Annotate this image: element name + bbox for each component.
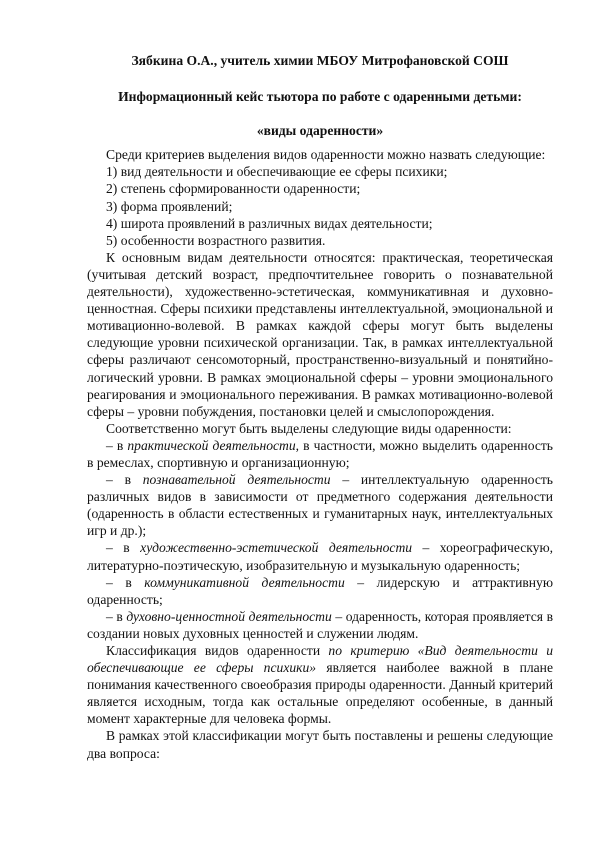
type-item-prefix: – в xyxy=(106,540,141,556)
types-lead: Соответственно могут быть выделены следующие виды одаренности: xyxy=(106,420,512,436)
document-page xyxy=(87,52,553,762)
type-item-emphasis: познавательной деятельности xyxy=(142,472,331,488)
type-item-aesthetic xyxy=(87,539,553,573)
author-line: Зябкина О.А., учитель химии МБОУ Митрофановской СОШ xyxy=(131,53,509,68)
type-item-practical xyxy=(87,437,553,471)
type-item-emphasis: духовно-ценностной деятельности xyxy=(126,608,332,624)
topic-title: «виды одаренности» xyxy=(256,123,384,139)
type-item-prefix: – в xyxy=(106,472,143,488)
criteria-item: 4) широта проявлений в различных видах деятельности; xyxy=(106,215,433,231)
activity-paragraph: К основным видам деятельности относятся: практическая, теоретическая (учитывая детский возраст, предпочтительнее говорить о познавательной деятельности), художественно-эстетическая, коммуникативная и духовно-ценностная. Сферы психики представлены интеллектуальной, эмоциональной и мотивационно-волевой. В рамках каждой сферы могут быть выделены следующие уровни психической организации. Так, в рамках интеллектуальной сферы различают сенсомоторный, пространственно-визуальный и понятийно-логический уровни. В рамках эмоциональной сферы – уровни эмоционального реагирования и эмоционального переживания. В рамках мотивационно-волевой сферы – уровни побуждения, постановки целей и смыслопорождения. xyxy=(87,249,553,419)
case-title: Информационный кейс тьютора по работе с одаренными детьми: xyxy=(118,89,522,105)
criteria-item: 1) вид деятельности и обеспечивающие ее сферы психики; xyxy=(106,164,448,180)
classification-text: Классификация видов одаренности xyxy=(106,643,329,658)
type-item-prefix: – в xyxy=(106,574,145,590)
type-item-prefix: – в xyxy=(106,437,128,453)
type-item-communicative xyxy=(87,574,553,608)
classification-paragraph xyxy=(87,642,553,727)
type-item-emphasis: практической деятельности xyxy=(127,437,296,453)
criteria-item: 3) форма проявлений; xyxy=(106,198,233,214)
type-item-emphasis: художественно-эстетической деятельности xyxy=(140,540,413,556)
type-item-cognitive xyxy=(87,471,553,539)
type-item-prefix: – в xyxy=(106,608,127,624)
criteria-lead: Среди критериев выделения видов одаренности можно назвать следующие: xyxy=(106,147,546,163)
type-item-text: – интеллектуальную одаренность различных видов в зависимости от предметного содержания деятельности (одаренность в области естественных и гуманитарных наук, интеллектуальных игр и др.); xyxy=(87,472,553,539)
type-item-text: , в частности, можно выделить одаренность в ремеслах, спортивную и организационную; xyxy=(87,437,554,470)
criteria-item: 5) особенности возрастного развития. xyxy=(106,232,326,248)
classification-criterion: по критерию «Вид деятельности и обеспечивающие ее сферы психики» xyxy=(87,643,554,676)
classification-text: является наиболее важной в плане понимания качественного своеобразия природы одаренности. Данный критерий является исходным, тогда как остальные определяют особенные, в данный момент характерные для человека формы. xyxy=(87,660,553,727)
type-item-spiritual xyxy=(87,608,553,642)
criteria-item: 2) степень сформированности одаренности; xyxy=(106,181,361,197)
type-item-text: – лидерскую и аттрактивную одаренность; xyxy=(87,574,553,607)
type-item-emphasis: коммуникативной деятельности xyxy=(144,574,345,590)
type-item-text: – хореографическую, литературно-поэтическую, изобразительную и музыкальную одаренность; xyxy=(87,540,553,573)
type-item-text: – одаренность, которая проявляется в создании новых духовных ценностей и служении людям. xyxy=(87,608,554,641)
closing-paragraph: В рамках этой классификации могут быть поставлены и решены следующие два вопроса: xyxy=(87,728,553,761)
